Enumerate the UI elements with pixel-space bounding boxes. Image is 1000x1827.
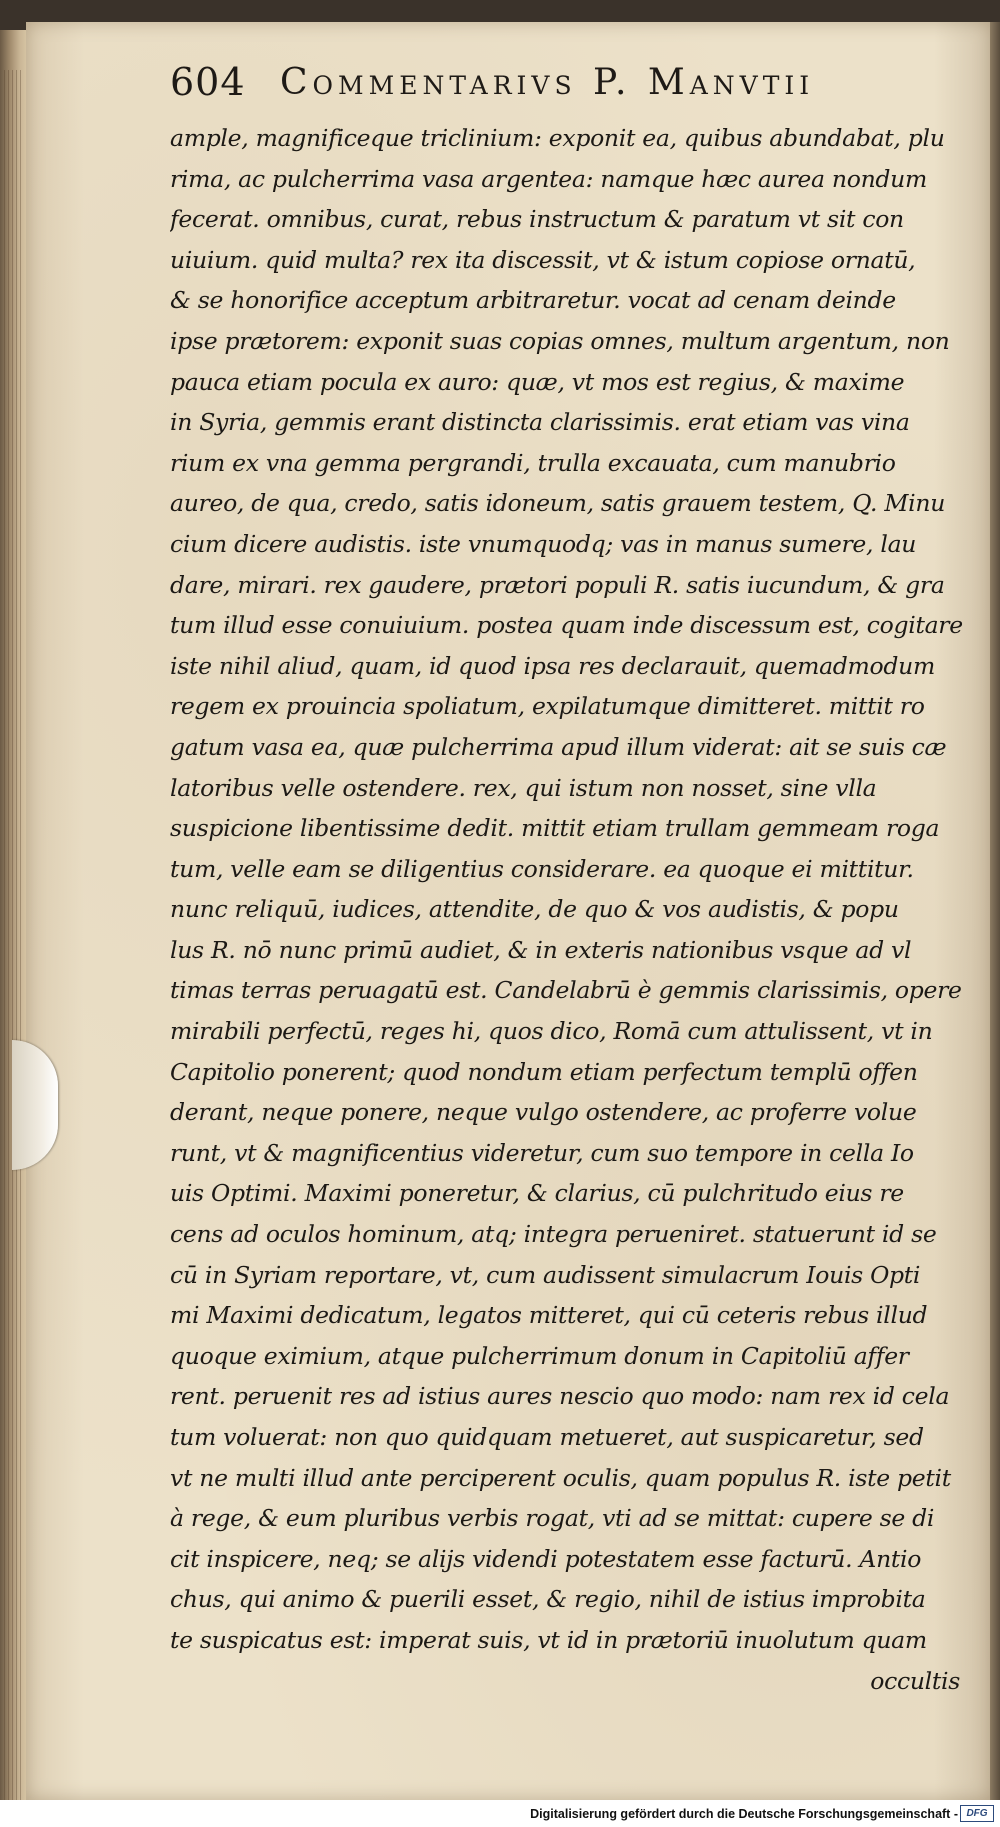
text-line: lus R. nō nunc primū audiet, & in exteris nationibus vsque ad vl [170, 935, 912, 964]
text-line: chus, qui animo & puerili esset, & regio, nihil de istius improbita [170, 1585, 926, 1614]
page-number: 604 [170, 60, 246, 104]
text-line: mirabili perfectū, reges hi, quos dico, Romā cum attulissent, vt in [170, 1017, 933, 1046]
text-line: ample, magnificeque triclinium: exponit ea, quibus abundabat, plu [170, 124, 945, 152]
text-line: latoribus velle ostendere. rex, qui istum non nosset, sine vlla [170, 773, 877, 802]
text-line: uis Optimi. Maximi poneretur, & clarius, cū pulchritudo eius re [170, 1179, 904, 1208]
running-head: Commentarivs P. Manvtii [280, 62, 815, 103]
dfg-logo-icon: DFG [960, 1805, 994, 1822]
text-line: tum illud esse conuiuium. postea quam inde discessum est, cogitare [170, 611, 963, 640]
text-line: runt, vt & magnificentius videretur, cum suo tempore in cella Io [170, 1138, 914, 1167]
text-line: suspicione libentissime dedit. mittit etiam trullam gemmeam roga [170, 814, 940, 843]
text-line: cens ad oculos hominum, atq; integra perueniret. statuerunt id se [170, 1220, 937, 1249]
text-line: regem ex prouincia spoliatum, expilatumque dimitteret. mittit ro [170, 692, 925, 721]
page-header [170, 58, 970, 118]
text-line: te suspicatus est: imperat suis, vt id in prætoriū inuolutum quam [170, 1625, 927, 1654]
page-stack-lines [4, 70, 22, 1810]
text-line: rima, ac pulcherrima vasa argentea: namque hæc aurea nondum [170, 164, 927, 193]
text-line: tum voluerat: non quo quidquam metueret, aut suspicaretur, sed [170, 1423, 924, 1451]
text-line: Capitolio ponerent; quod nondum etiam perfectum templū offen [170, 1057, 918, 1086]
text-line: & se honorifice acceptum arbitraretur. vocat ad cenam deinde [170, 286, 896, 315]
digitization-credit: Digitalisierung gefördert durch die Deutsche Forschungsgemeinschaft - [530, 1807, 958, 1821]
footer-bar [0, 1800, 1000, 1827]
text-line: à rege, & eum pluribus verbis rogat, vti ad se mittat: cupere se di [170, 1504, 935, 1533]
text-line: dare, mirari. rex gaudere, prætori populi R. satis iucundum, & gra [170, 570, 945, 599]
text-line: in Syria, gemmis erant distincta clarissimis. erat etiam vas vina [170, 408, 910, 437]
text-line: pauca etiam pocula ex auro: quæ, vt mos est regius, & maxime [170, 367, 905, 396]
text-line: derant, neque ponere, neque vulgo ostendere, ac proferre volue [170, 1098, 917, 1127]
text-line: fecerat. omnibus, curat, rebus instructum & paratum vt sit con [170, 205, 904, 234]
body-text [170, 118, 970, 1701]
book-spine-edge [0, 30, 28, 1800]
text-line: aureo, de qua, credo, satis idoneum, satis grauem testem, Q. Minu [170, 489, 946, 518]
text-line: rium ex vna gemma pergrandi, trulla excauata, cum manubrio [170, 448, 896, 477]
text-line: ipse prætorem: exponit suas copias omnes, multum argentum, non [170, 326, 950, 355]
text-line: rent. peruenit res ad istius aures nescio quo modo: nam rex id cela [170, 1382, 950, 1411]
text-line: quoque eximium, atque pulcherrimum donum in Capitoliū affer [170, 1341, 909, 1370]
text-line: gatum vasa ea, quæ pulcherrima apud illum viderat: ait se suis cæ [170, 732, 947, 761]
text-line: tum, velle eam se diligentius considerare. ea quoque ei mittitur. [170, 854, 914, 883]
page-right-edge [990, 22, 1000, 1800]
text-line: iste nihil aliud, quam, id quod ipsa res declarauit, quemadmodum [170, 651, 935, 680]
text-line: timas terras peruagatū est. Candelabrū è gemmis clarissimis, opere [170, 976, 962, 1005]
text-line: nunc reliquū, iudices, attendite, de quo & vos audistis, & popu [170, 895, 899, 924]
text-line: uiuium. quid multa? rex ita discessit, vt & istum copiose ornatū, [170, 245, 916, 274]
text-line: cium dicere audistis. iste vnumquodq; vas in manus sumere, lau [170, 529, 917, 558]
text-line: vt ne multi illud ante perciperent oculis, quam populus R. iste petit [170, 1463, 951, 1492]
text-line: mi Maximi dedicatum, legatos mitteret, qui cū ceteris rebus illud [170, 1301, 928, 1330]
text-line: occultis [870, 1666, 960, 1695]
text-line: cit inspicere, neq; se alijs videndi potestatem esse facturū. Antio [170, 1544, 922, 1573]
text-line: cū in Syriam reportare, vt, cum audissent simulacrum Iouis Opti [170, 1260, 921, 1289]
